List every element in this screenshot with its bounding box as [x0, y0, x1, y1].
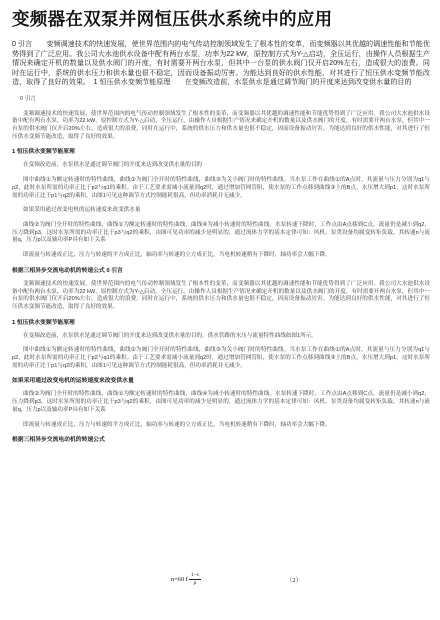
formula-lhs: n=60 f [171, 576, 188, 583]
intro-paragraph: 0 引言 变频调速技术的快速发展，使世界范围内的电气传动控制领域发生了根本性的变革，而变频器以其优越的调速性能和节能优势得到了广泛应用。我公司大水池供水设备中配有两台水泵，功率为22 kW，原控制方式为Y-△启动，全压运行，由操作人员根据生产情况来确定开机的数量以及供水阀门的开度，有时需要开两台水泵，但其中一台泵的供水阀门仅开启20%左右，造成很大的浪费。同时在运行中，系统的供水压力和供水量也很不稳定，因而设备振动厉害。为能达到良好的供水性能，对其进行了恒压供水变频节能改造，取得了良好的效果。 1 恒压供水变频节能原理 在变频改造前，水泵供水是通过调节阀门的开度来达到改变供水量的目的 [12, 40, 430, 87]
body-paragraph: 即流量与转速成正比，压力与转速的平方成正比，轴功率与转速的立方成正比。当电机转速稍有下降时，轴功率会大幅下降。 [23, 421, 331, 428]
speed-formula [0, 566, 440, 590]
body-paragraph: 变频调速技术的快速发展，使世界范围内的电气传动控制领域发生了根本性的变革，而变频器以其优越的调速性能和节能优势得到了广泛应用。我公司大水池供水设备中配有两台水泵，功率为22 kW，原控制方式为Y-△启动，全压运行，由操作人员根据生产情况来确定开机的数量以及供水阀门的开度，有时需要开两台水泵，但其中一台泵的供水阀门仅开启20%左右，造成很大的浪费。同时在运行中，系统的供水压力和供水量也很不稳定，因而设备振动厉害。为能达到良好的供水性能，对其进行了恒压供水变频节能改造，取得了良好的效果。 [12, 110, 430, 140]
section-label: 0 引言 [20, 95, 36, 102]
section-heading: 根据三相异步交流电动机的转速公式 0 引言 [12, 267, 123, 274]
body-paragraph: 在变频改造前，水泵供水是通过调节阀门的开度来达到改变供水量的目的，供水管路的水压与流量特性曲线如图1所示。 [23, 332, 317, 339]
body-paragraph: 在变频改造前，水泵供水是通过调节阀门的开度来达到改变供水量的目的 [23, 162, 203, 169]
body-paragraph: 图中曲线①为额定转速时的特性曲线，曲线②为阀门全开时的特性曲线，曲线③为关小阀门时的特性曲线。当水泵工作在曲线①的A点时，其流量与压力分别为q1与p2，此时水泵所需的功率正比于p2与q1的乘积。由于工艺要求需减小流量到q2时，通过增加管网管阻，使水泵的工作点移到曲线③上的B点，水压增大到p1，这时水泵所需的功率正比于p1与q2的乘积，由图1可见这种调节方式控制能耗很高，但功率消耗并无减少。 [12, 177, 430, 199]
body-paragraph: 图中曲线①为额定转速时的特性曲线，曲线②为阀门全开时的特性曲线，曲线③为关小阀门时的特性曲线。当水泵工作在曲线①的A点时，其流量与压力分别为q1与p2，此时水泵所需的功率正比于p2与q1的乘积。由于工艺要求需减小流量到q2时，通过增加管网管阻，使水泵的工作点移到曲线③上的B点，水压增大到p1，这时水泵所需的功率正比于p1与q2的乘积，由图1可见这种调节方式控制能耗很高，但功率消耗并无减少。 [12, 347, 430, 369]
section-heading: 根据三相异步交流电动机的转速公式 [12, 437, 105, 444]
formula-expression [171, 572, 201, 587]
body-paragraph: 曲线②为阀门全开时的特性曲线，曲线①为额定转速时的特性曲线，曲线④为减小转速时的特性曲线。水泵转速下降时，工作点由A点移到C点，流量仍是减小到q2，压力降到p3，这时水泵所需的功率正比于p3与q2的乘积，由图可见功率的减少是明显的，通过流体力学的基本定律可知：风机、泵类设备均属变转矩负载，其转速n与流量q，压力p以及轴功率P具有如下关系 [12, 222, 430, 244]
formula-number: （2） [286, 577, 302, 584]
section-heading: 如果采用通过改变电机的运转速度来改变供水量 [12, 378, 134, 385]
section-heading: 1 恒压供水变频节能原理 [12, 149, 75, 156]
body-paragraph: 即流量与转速成正比，压力与转速的平方成正比，轴功率与转速的立方成正比。当电机转速稍有下降时，轴功率会大幅下降。 [23, 252, 331, 259]
section-heading: 1 恒压供水变频节能原理 [12, 319, 75, 326]
formula-numerator: 1−s [190, 572, 199, 578]
body-paragraph: 变频调速技术的快速发展，使世界范围内的电气传动控制领域发生了根本性的变革，而变频器以其优越的调速性能和节能优势得到了广泛应用。我公司大水池供水设备中配有两台水泵，功率为22 kW，原控制方式为Y-△启动，全压运行，由操作人员根据生产情况来确定开机的数量以及供水阀门的开度，有时需要开两台水泵，但其中一台泵的供水阀门仅开启20%左右，造成很大的浪费。同时在运行中，系统的供水压力和供水量也很不稳定，因而设备振动厉害。为能达到良好的供水性能，对其进行了恒压供水变频节能改造，取得了良好的效果。 [12, 280, 430, 310]
formula-fraction [189, 572, 201, 587]
formula-denominator: p [193, 580, 197, 586]
page-title: 变频器在双泵并网恒压供水系统中的应用 [12, 9, 333, 29]
body-paragraph: 如果采用通过改变电机的运转速度来改变供水量 [23, 207, 141, 214]
article-body [12, 96, 430, 444]
body-paragraph: 曲线②为阀门全开时的特性曲线，曲线①为额定转速时的特性曲线，曲线④为减小转速时的特性曲线。水泵转速下降时，工作点由A点移到C点，流量仍是减小到q2，压力降到p3，这时水泵所需的功率正比于p3与q2的乘积，由图可见功率的减少是明显的，通过流体力学的基本定律可知：风机、泵类设备均属变转矩负载，其转速n与流量q，压力p以及轴功率P具有如下关系 [12, 391, 430, 413]
